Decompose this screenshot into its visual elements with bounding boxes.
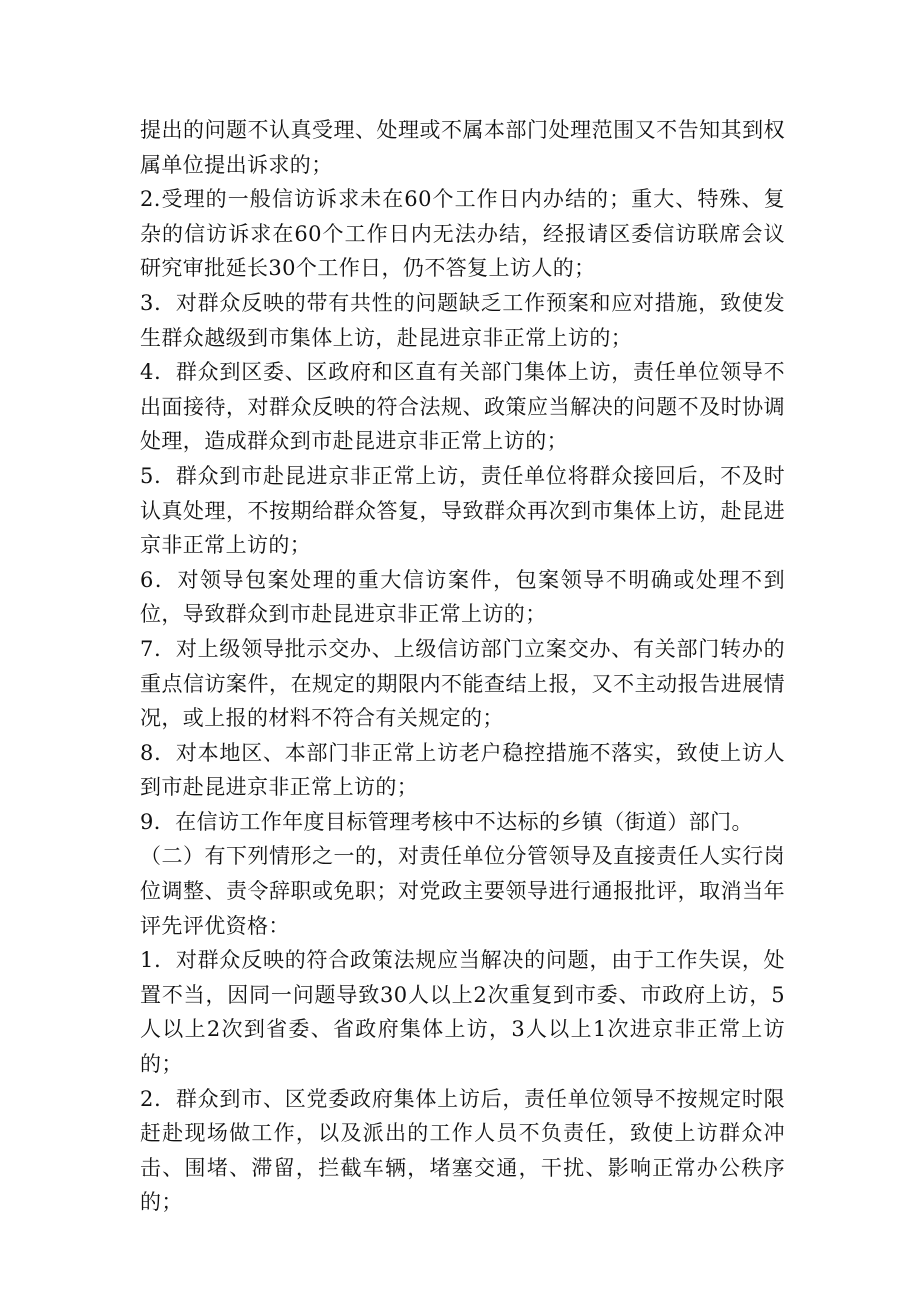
paragraph-item-9: 9．在信访工作年度目标管理考核中不达标的乡镇（街道）部门。 — [140, 809, 753, 834]
paragraph-item-2: 2.受理的一般信访诉求未在60个工作日内办结的；重大、特殊、复杂的信访诉求在60个工作日内无法办结，经报请区委信访联席会议研究审批延长30个工作日，仍不答复上访人的； — [140, 187, 785, 281]
paragraph-continuation: 提出的问题不认真受理、处理或不属本部门处理范围又不告知其到权属单位提出诉求的； — [140, 118, 785, 177]
paragraph-item-8: 8．对本地区、本部门非正常上访老户稳控措施不落实，致使上访人到市赴昆进京非正常上访的； — [140, 740, 785, 800]
paragraph-item-4: 4．群众到区委、区政府和区直有关部门集体上访，责任单位领导不出面接待，对群众反映的符合法规、政策应当解决的问题不及时协调处理，造成群众到市赴昆进京非正常上访的； — [140, 360, 785, 454]
paragraph-item-7: 7．对上级领导批示交办、上级信访部门立案交办、有关部门转办的重点信访案件，在规定的期限内不能查结上报，又不主动报告进展情况，或上报的材料不符合有关规定的； — [140, 636, 785, 731]
document-body — [140, 113, 785, 1220]
paragraph-item-5: 5．群众到市赴昆进京非正常上访，责任单位将群众接回后，不及时认真处理，不按期给群众答复，导致群众再次到市集体上访，赴昆进京非正常上访的； — [140, 463, 785, 558]
section-heading-2: （二）有下列情形之一的，对责任单位分管领导及直接责任人实行岗位调整、责令辞职或免职；对党政主要领导进行通报批评，取消当年评先评优资格： — [140, 844, 785, 938]
paragraph-item-3: 3．对群众反映的带有共性的问题缺乏工作预案和应对措施，致使发生群众越级到市集体上访，赴昆进京非正常上访的； — [140, 290, 785, 350]
paragraph-sub-item-2: 2．群众到市、区党委政府集体上访后，责任单位领导不按规定时限赶赴现场做工作，以及派出的工作人员不负责任，致使上访群众冲击、围堵、滞留，拦截车辆，堵塞交通，干扰、影响正常办公秩序的； — [140, 1086, 785, 1215]
paragraph-sub-item-1: 1．对群众反映的符合政策法规应当解决的问题，由于工作失误，处置不当，因同一问题导致30人以上2次重复到市委、市政府上访，5人以上2次到省委、省政府集体上访，3人以上1次进京非正常上访的； — [140, 948, 785, 1077]
paragraph-item-6: 6．对领导包案处理的重大信访案件，包案领导不明确或处理不到位，导致群众到市赴昆进京非正常上访的； — [140, 567, 785, 627]
